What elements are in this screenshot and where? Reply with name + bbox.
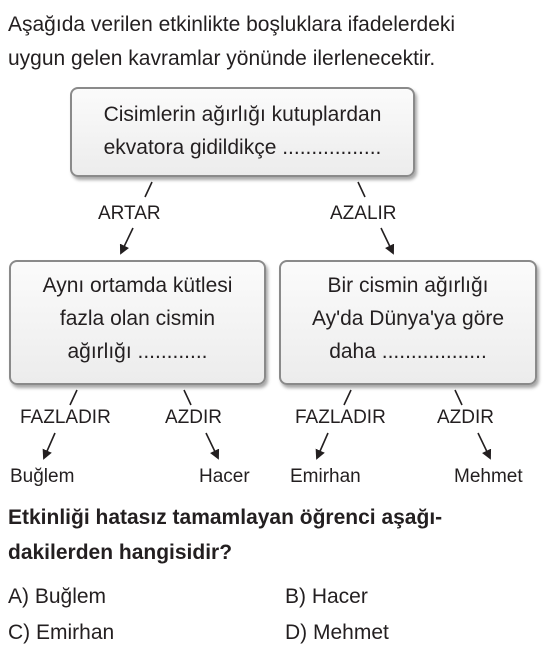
label-right-azdir: AZDIR <box>437 407 494 428</box>
arrow-mehmet <box>478 433 490 458</box>
top-box-line-2: ekvatora gidildikçe ................. <box>103 136 382 159</box>
top-box-line-1: Cisimlerin ağırlığı kutuplardan <box>103 103 382 126</box>
question-line-1: Etkinliği hatasız tamamlayan öğrenci aşağı- <box>8 506 443 529</box>
intro-line-2: uygun gelen kavramlar yönünde ilerlenecektir. <box>8 47 436 70</box>
option-a[interactable]: A) Buğlem <box>8 585 107 608</box>
label-left-azdir: AZDIR <box>165 407 222 428</box>
right-box-line-3: daha .................. <box>329 340 487 363</box>
arrow-emirhan <box>317 433 328 458</box>
left-box-line-2: fazla olan cismin <box>59 307 216 330</box>
student-mehmet: Mehmet <box>454 466 523 487</box>
slash-right-fazladir <box>344 390 351 405</box>
left-statement-box <box>9 260 266 385</box>
student-emirhan: Emirhan <box>290 466 361 487</box>
option-b[interactable]: B) Hacer <box>285 585 368 608</box>
arrow-hacer <box>206 433 218 458</box>
option-c[interactable]: C) Emirhan <box>8 621 115 644</box>
slash-artar <box>145 182 152 197</box>
arrow-artar <box>121 228 133 253</box>
slash-left-fazladir <box>70 390 77 405</box>
intro-line-1: Aşağıda verilen etkinlikte boşluklara ifadelerdeki <box>8 13 456 36</box>
label-left-fazladir: FAZLADIR <box>20 407 111 428</box>
arrow-azalir <box>381 228 393 253</box>
right-statement-box <box>279 260 537 385</box>
label-right-fazladir: FAZLADIR <box>295 407 386 428</box>
option-d[interactable]: D) Mehmet <box>285 621 389 644</box>
label-artar: ARTAR <box>98 203 161 224</box>
right-box-line-1: Bir cismin ağırlığı <box>327 274 489 297</box>
student-buglem: Buğlem <box>10 466 75 487</box>
student-hacer: Hacer <box>199 466 250 487</box>
left-box-line-3: ağırlığı ............ <box>67 340 208 363</box>
slash-left-azdir <box>184 390 191 405</box>
slash-azalir <box>358 182 365 197</box>
arrow-buglem <box>44 433 55 458</box>
question-line-2: dakilerden hangisidir? <box>8 541 233 564</box>
left-box-line-1: Aynı ortamda kütlesi <box>42 274 233 297</box>
slash-right-azdir <box>455 390 462 405</box>
label-azalir: AZALIR <box>330 203 397 224</box>
right-box-line-2: Ay'da Dünya'ya göre <box>311 307 505 330</box>
